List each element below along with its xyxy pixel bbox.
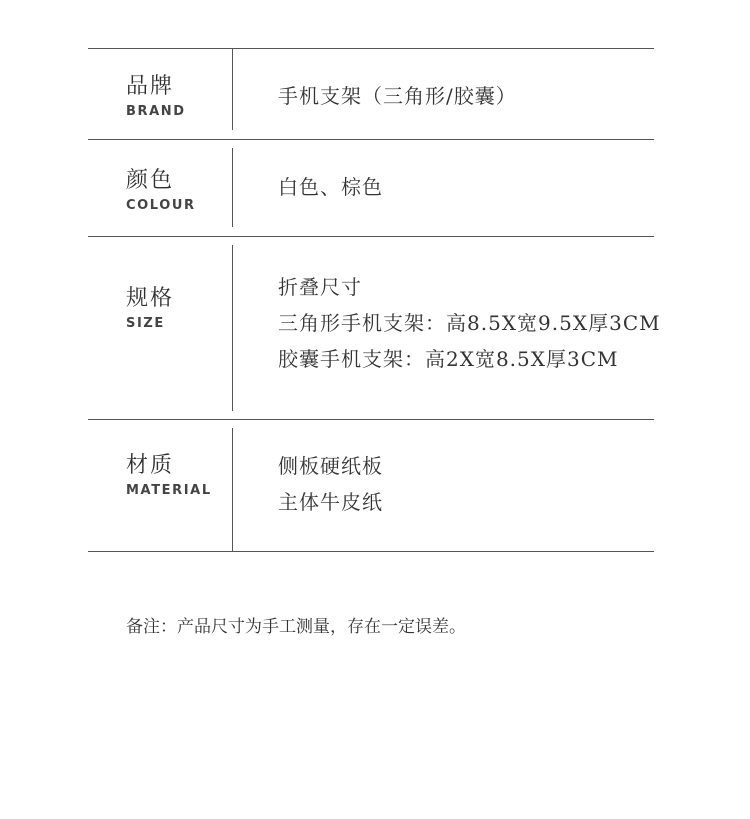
table-row-colour [88,139,654,236]
row-divider [232,148,233,227]
label-en: SIZE [126,316,165,331]
table-row-material [88,419,654,551]
value-line: 折叠尺寸 [278,275,362,299]
row-divider [232,428,233,551]
row-divider [232,48,233,130]
row-value [278,448,383,520]
label-cn: 品牌 [126,74,175,99]
value-line: 侧板硬纸板 [278,454,383,478]
footnote: 备注：产品尺寸为手工测量，存在一定误差。 [126,617,466,637]
value-line: 主体牛皮纸 [278,490,383,514]
label-cn: 材质 [126,453,175,478]
row-label [126,168,196,214]
label-en: COLOUR [126,198,196,213]
row-value [278,169,383,205]
row-label [126,453,212,499]
label-en: MATERIAL [126,483,212,498]
row-value [278,269,661,377]
table-row-brand [88,48,654,139]
value-line: 三角形手机支架：高8.5X宽9.5X厚3CM [278,311,661,335]
table-row-size [88,236,661,419]
value-line: 手机支架（三角形/胶囊） [278,84,517,108]
row-value [278,78,517,114]
value-line: 白色、棕色 [278,175,383,199]
value-line: 胶囊手机支架：高2X宽8.5X厚3CM [278,347,619,371]
row-divider [232,245,233,411]
label-en: BRAND [126,104,186,119]
row-label [126,74,186,120]
label-cn: 规格 [126,286,175,311]
row-label [126,286,174,332]
table-bottom-border [88,551,654,552]
label-cn: 颜色 [126,168,175,193]
